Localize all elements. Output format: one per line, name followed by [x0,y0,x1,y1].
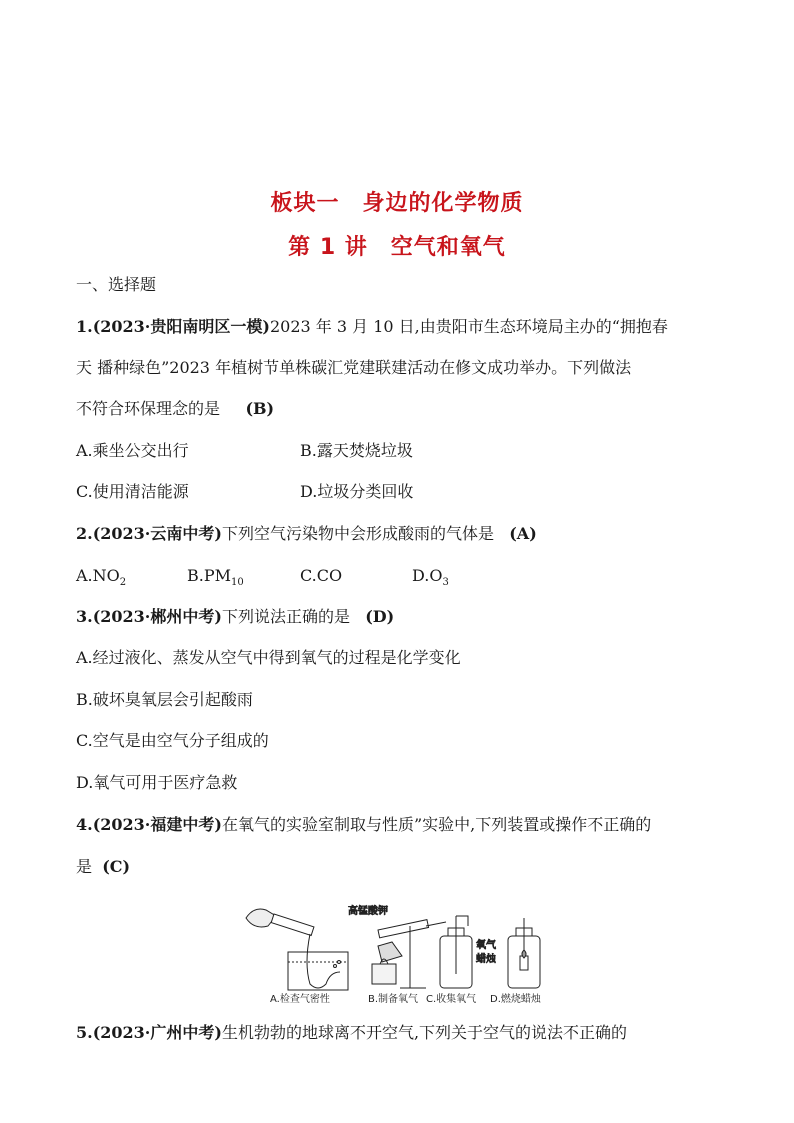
option-d: $D.O_3$ [412,566,449,589]
answer-label: (D) [365,607,395,626]
figure-label: 蜡烛 [476,954,496,965]
option-c: C.空气是由空气分子组成的 [76,731,269,750]
option-b: B.露天焚烧垃圾 [300,441,413,460]
option-a: $A.NO_2$ [76,566,127,589]
question-5-line-1 [76,1022,726,1044]
question-1-line-3 [76,398,726,420]
option-d: D.垃圾分类回收 [300,482,414,501]
question-text: 在氧气的实验室制取与性质”实验中,下列装置或操作不正确的 [221,815,652,834]
answer-label: (B) [245,399,275,418]
question-text: 下列空气污染物中会形成酸雨的气体是 [221,524,494,543]
option-c: C.CO [300,566,343,585]
option-b: B.破坏臭氧层会引起酸雨 [76,690,253,709]
option-a: A.经过液化、蒸发从空气中得到氧气的过程是化学变化 [76,648,461,667]
question-number: 5. [76,1023,93,1042]
candle-burning-apparatus [476,918,540,988]
question-source: (2023·福建中考) [92,815,222,834]
question-text: 生机勃勃的地球离不开空气,下列关于空气的说法不正确的 [221,1023,628,1042]
question-1-line-1 [76,316,726,338]
question-number: 1. [76,317,93,336]
answer-label: (C) [102,857,131,876]
figure-caption: D.燃烧蜡烛 [490,994,541,1005]
question-number: 2. [76,524,93,543]
answer-label: (A) [509,524,537,543]
question-1-line-2: 天 播种绿色”2023 年植树节单株碳汇党建联建活动在修文成功举办。下列做法 [76,358,632,377]
question-text: 不符合环保理念的是 [76,399,221,418]
oxygen-preparation-apparatus [348,904,446,988]
option-b: $B.PM_{10}$ [187,566,244,589]
gas-collection-bottle [440,916,472,988]
question-number: 3. [76,607,93,626]
question-4-line-1 [76,814,726,836]
question-source: (2023·郴州中考) [92,607,222,626]
figure-label: 高锰酸钾 [348,906,388,917]
option-d: D.氧气可用于医疗急救 [76,773,238,792]
question-text: 2023 年 3 月 10 日,由贵阳市生态环境局主办的“拥抱春 [269,317,668,336]
question-text: 是 [76,857,93,876]
airtightness-check-apparatus [246,909,348,990]
figure-caption: B.制备氧气 [368,994,419,1005]
question-source: (2023·广州中考) [92,1023,222,1042]
question-text: 下列说法正确的是 [221,607,350,626]
figure-caption: A.检查气密性 [270,994,330,1005]
question-4-line-2 [76,856,726,878]
figure-caption: C.收集氧气 [426,994,477,1005]
module-title: 板块一 身边的化学物质 [270,191,524,216]
option-a: A.乘坐公交出行 [76,441,189,460]
question-number: 4. [76,815,93,834]
question-source: (2023·贵阳南明区一模) [92,317,270,336]
question-source: (2023·云南中考) [92,524,222,543]
question-2-line-1 [76,523,726,545]
lab-apparatus-figure [240,896,560,1006]
section-heading: 一、选择题 [76,275,157,294]
lesson-title: 第 1 讲 空气和氧气 [288,235,506,260]
question-3-line-1 [76,606,726,628]
option-c: C.使用清洁能源 [76,482,189,501]
figure-label: 氧气 [476,940,496,951]
